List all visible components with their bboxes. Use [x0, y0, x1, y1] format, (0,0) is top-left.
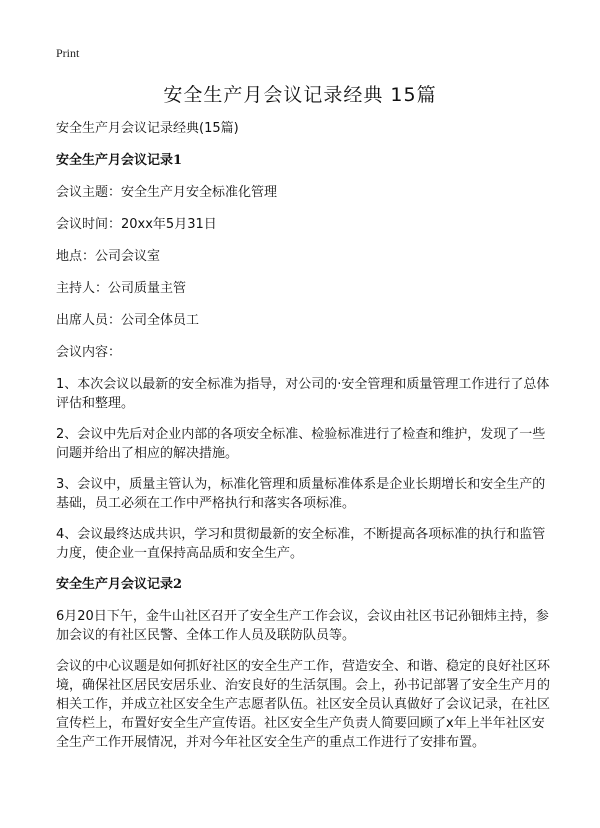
record-1-heading: 安全生产月会议记录1 [56, 153, 183, 168]
meeting-attendees: 出席人员：公司全体员工 [56, 313, 200, 328]
meeting-host: 主持人：公司质量主管 [56, 281, 187, 296]
meeting-content-label: 会议内容： [56, 345, 122, 360]
record-1-item: 4、会议最终达成共识，学习和贯彻最新的安全标准，不断提高各项标准的执行和监管力度，使企业一直保持高品质和安全生产。 [56, 527, 546, 561]
record-1-item: 1、本次会议以最新的安全标准为指导，对公司的·安全管理和质量管理工作进行了总体评估和整理。 [56, 377, 550, 411]
record-2-paragraph: 会议的中心议题是如何抓好社区的安全生产工作，营造安全、和谐、稳定的良好社区环境，确保社区居民安居乐业、治安良好的生活氛围。会上，孙书记部署了安全生产月的相关工作，并成立社区安全生产志愿者队伍。社区安全员认真做好了会议记录，在社区宣传栏上，布置好安全生产宣传语。社区安全生产负责人简要回顾了x年上半年社区安全生产工作开展情况，并对今年社区安全生产的重点工作进行了安排布置。 [56, 659, 551, 750]
page-title: 安全生产月会议记录经典 15篇 [163, 84, 437, 106]
record-1-item: 2、会议中先后对企业内部的各项安全标准、检验标准进行了检查和维护，发现了一些问题并给出了相应的解决措施。 [56, 427, 546, 461]
print-label: Print [56, 46, 80, 60]
record-2-paragraph: 6月20日下午，金牛山社区召开了安全生产工作会议，会议由社区书记孙钿炜主持，参加会议的有社区民警、全体工作人员及联防队员等。 [56, 609, 549, 643]
meeting-time: 会议时间：20xx年5月31日 [56, 217, 217, 232]
document-body [56, 119, 550, 764]
record-1-item: 3、会议中，质量主管认为，标准化管理和质量标准体系是企业长期增长和安全生产的基础，员工必须在工作中严格执行和落实各项标准。 [56, 477, 546, 511]
meeting-topic: 会议主题：安全生产月安全标准化管理 [56, 185, 278, 200]
record-2-heading: 安全生产月会议记录2 [56, 577, 183, 592]
document-subtitle: 安全生产月会议记录经典(15篇) [56, 121, 239, 136]
meeting-location: 地点：公司会议室 [56, 249, 161, 264]
